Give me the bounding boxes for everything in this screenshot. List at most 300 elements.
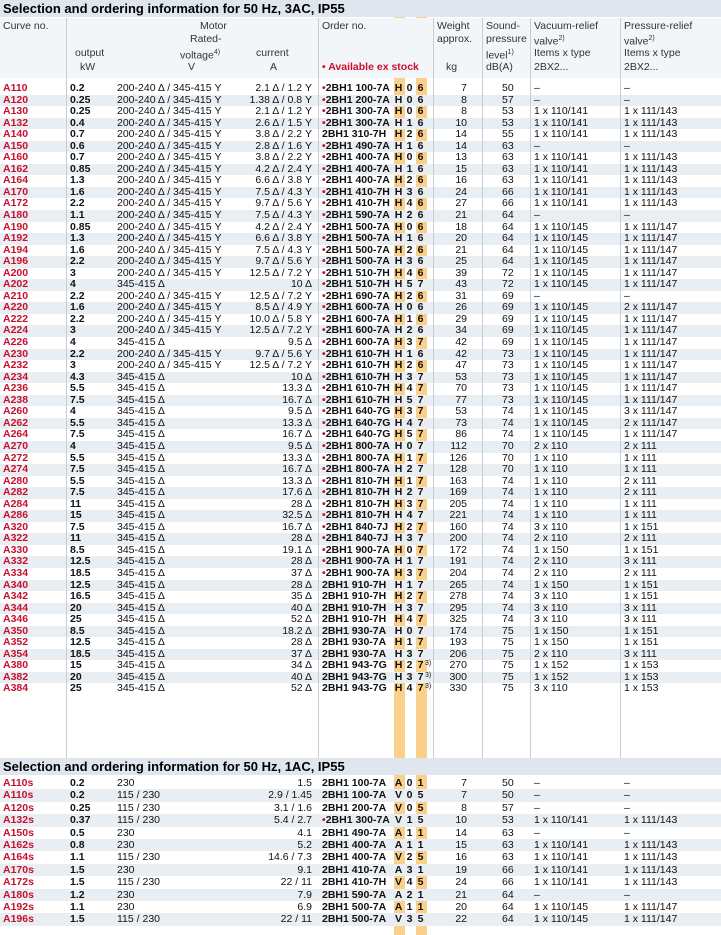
cell-wt: 13 [455,151,467,164]
cell-snd: 57 [502,93,514,106]
cell-c2: 4 [406,266,413,279]
cell-c2: 0 [406,93,413,106]
cell-c1: H [394,174,403,187]
cell-c1: H [394,624,403,637]
order-base: 2BH1 600-7A [325,324,390,337]
cell-cur: 2.9 / 1.45 [268,789,312,802]
cell-curve: A162s [3,838,34,851]
cell-wt: 221 [449,509,467,522]
cell-out: 0.4 [70,116,85,129]
cell-volt: 200-240 Δ / 345-415 Y [117,359,222,372]
cell-curve: A200 [3,266,29,279]
cell-out: 4 [70,439,76,452]
cell-curve: A234 [3,370,29,383]
col-vacuum-3: Items x type [534,47,591,59]
cell-c2: 3 [406,532,413,545]
cell-c1: H [394,162,403,175]
cell-curve: A180s [3,888,34,901]
divider [482,18,483,758]
order-base: 2BH1 943-7G [322,670,387,683]
cell-c2: 3 [406,497,413,510]
cell-wt: 29 [455,312,467,325]
order-base: 2BH1 610-7H [325,370,390,383]
cell-snd: 74 [502,566,514,579]
table-row [0,814,721,826]
cell-prs: 1 x 151 [624,578,659,591]
cell-curve: A110s [3,777,34,789]
order-base: 2BH1 200-7A [322,801,387,814]
stock-bullet: • [322,405,326,418]
cell-snd: 63 [502,174,514,187]
cell-c1: V [394,789,402,802]
cell-out: 0.25 [70,105,91,118]
cell-snd: 69 [502,312,514,325]
unit-dba: dB(A) [486,61,513,73]
cell-prs: – [624,289,630,302]
cell-curve: A202 [3,278,29,291]
cell-c1: H [394,486,403,499]
cell-prs: – [624,789,630,802]
cell-prs: 1 x 111/143 [624,814,678,827]
stock-bullet: • [322,393,326,406]
cell-curve: A342 [3,590,29,603]
cell-prs: 1 x 111/147 [624,243,678,256]
cell-volt: 200-240 Δ / 345-415 Y [117,162,222,175]
section-title-1ac: Selection and ordering information for 50 Hz, 1AC, IP55 [0,758,721,775]
cell-out: 12.5 [70,555,91,568]
cell-snd: 72 [502,266,514,279]
cell-prs: – [624,93,630,106]
cell-volt: 345-415 Δ [117,416,165,429]
cell-curve: A140 [3,128,29,141]
cell-snd: 75 [502,636,514,649]
cell-c1: H [394,590,403,603]
cell-vac: 1 x 110/145 [534,336,589,349]
cell-out: 1.6 [70,243,85,256]
cell-curve: A150s [3,826,34,839]
cell-snd: 66 [502,197,514,210]
order-number [322,814,390,826]
cell-wt: 14 [455,826,467,839]
cell-cur: 6.9 [297,900,312,913]
cell-c1: H [394,370,403,383]
order-base: 2BH1 400-7A [322,851,387,864]
cell-snd: 55 [502,128,514,141]
cell-curve: A164 [3,174,29,187]
cell-curve: A352 [3,636,29,649]
cell-c1: H [394,497,403,510]
cell-c1: H [394,347,403,360]
cell-curve: A344 [3,601,29,614]
cell-c2: 4 [406,876,413,889]
cell-curve: A332 [3,555,29,568]
cell-curve: A232 [3,359,29,372]
cell-vac: 3 x 110 [534,520,568,533]
cell-curve: A210 [3,289,29,302]
cell-snd: 75 [502,659,514,672]
cell-prs: 2 x 111 [624,486,657,499]
cell-c3: 6 [417,93,424,106]
cell-vac: – [534,82,540,94]
cell-c1: H [394,659,403,672]
cell-c3: 6 [417,324,424,337]
cell-c2: 1 [406,474,413,487]
cell-vac: 1 x 110/145 [534,428,589,441]
cell-c1: H [394,543,403,556]
cell-c3: 7 [417,451,424,464]
cell-c3: 6 [417,139,424,152]
order-base: 2BH1 510-7H [325,278,390,291]
col-weight-approx: approx. [437,33,473,45]
cell-wt: 7 [461,789,467,802]
cell-snd: 69 [502,289,514,302]
table-3ac [0,83,721,695]
cell-c3: 1 [417,838,424,851]
cell-vac: 1 x 152 [534,670,569,683]
cell-curve: A120s [3,801,34,814]
cell-c3: 7 [417,428,424,441]
cell-wt: 270 [449,659,467,672]
cell-cur: 28 Δ [290,497,312,510]
cell-wt: 325 [449,613,467,626]
cell-curve: A382 [3,670,29,683]
cell-out: 0.2 [70,789,85,802]
cell-snd: 63 [502,151,514,164]
cell-snd: 74 [502,405,514,418]
col-sound-2: pressure [486,33,527,45]
stock-bullet: • [322,255,326,268]
col-curve-no: Curve no. [3,20,49,32]
stock-bullet: • [322,555,326,568]
order-base: 2BH1 200-7A [325,93,390,106]
cell-volt: 200-240 Δ / 345-415 Y [117,312,222,325]
col-pressure-2: valve$^{2)}$ [624,35,655,48]
cell-volt: 345-415 Δ [117,566,165,579]
stock-bullet: • [322,474,326,487]
cell-cur: 12.5 Δ / 7.2 Y [249,359,312,372]
cell-wt: 24 [455,185,467,198]
cell-snd: 64 [502,243,514,256]
cell-volt: 230 [117,826,135,839]
cell-curve: A264 [3,428,29,441]
order-base: 2BH1 600-7A [325,301,390,314]
cell-c3: 6 [417,105,424,118]
order-base: 2BH1 943-7G [322,659,387,672]
order-base: 2BH1 100-7A [322,777,387,789]
cell-volt: 345-415 Δ [117,509,165,522]
cell-c1: A [394,888,403,901]
divider [433,18,434,758]
cell-wt: 16 [455,174,467,187]
cell-snd: 73 [502,382,514,395]
cell-c1: H [394,509,403,522]
cell-cur: 1.5 [297,777,312,789]
cell-c1: H [394,232,403,245]
cell-prs: 1 x 153 [624,659,659,672]
cell-vac: 1 x 110/145 [534,416,589,429]
cell-c2: 1 [406,814,413,827]
cell-cur: 28 Δ [290,578,312,591]
cell-prs: 1 x 111/143 [624,197,678,210]
cell-snd: 63 [502,838,514,851]
cell-wt: 300 [449,670,467,683]
cell-c2: 2 [406,128,413,141]
cell-vac: 1 x 110/145 [534,405,589,418]
cell-snd: 69 [502,301,514,314]
cell-out: 1.6 [70,185,85,198]
cell-vac: 1 x 150 [534,636,569,649]
cell-cur: 4.1 [297,826,312,839]
col-current: current [256,47,289,59]
cell-c3: 6 [417,209,424,222]
order-base: 2BH1 900-7A [325,543,390,556]
cell-prs: 1 x 111/147 [624,913,678,926]
cell-c1: H [394,105,403,118]
cell-cur: 52 Δ [290,682,312,695]
stock-bullet: • [322,370,326,383]
cell-c1: H [394,463,403,476]
cell-vac: 1 x 150 [534,543,569,556]
cell-prs: 1 x 111/143 [624,128,678,141]
cell-c3: 5 [417,913,424,926]
cell-c1: H [394,82,403,94]
cell-vac: 2 x 110 [534,439,568,452]
cell-snd: 74 [502,601,514,614]
cell-c1: H [394,151,403,164]
cell-curve: A236 [3,382,29,395]
cell-c3: 6 [417,128,424,141]
order-base: 2BH1 800-7A [325,439,390,452]
cell-volt: 230 [117,863,135,876]
cell-snd: 50 [502,82,514,94]
cell-wt: 27 [455,197,467,210]
cell-c2: 0 [406,777,413,789]
cell-out: 18.5 [70,566,91,579]
cell-c2: 1 [406,312,413,325]
cell-snd: 66 [502,876,514,889]
stock-bullet: • [322,359,326,372]
cell-snd: 73 [502,393,514,406]
cell-prs: 1 x 111/143 [624,838,678,851]
stock-bullet: • [322,814,326,827]
stock-bullet: • [322,416,326,429]
cell-wt: 7 [461,82,467,94]
cell-volt: 200-240 Δ / 345-415 Y [117,93,222,106]
cell-out: 0.25 [70,93,91,106]
cell-c1: H [394,647,403,660]
cell-c1: H [394,474,403,487]
cell-snd: 50 [502,789,514,802]
cell-c1: H [394,243,403,256]
stock-bullet: • [322,209,326,222]
order-number [322,876,386,888]
cell-c1: V [394,801,402,814]
cell-volt: 345-415 Δ [117,497,165,510]
cell-prs: 1 x 111/147 [624,266,678,279]
cell-c2: 1 [406,555,413,568]
cell-c2: 2 [406,359,413,372]
cell-c2: 0 [406,543,413,556]
cell-curve: A190 [3,220,29,233]
order-base: 2BH1 910-7H [322,601,387,614]
cell-cur: 10 Δ [290,370,312,383]
order-base: 2BH1 410-7H [325,185,390,198]
cell-c2: 3 [406,601,413,614]
cell-c2: 4 [406,197,413,210]
cell-vac: 1 x 110/145 [534,312,589,325]
cell-volt: 115 / 230 [117,789,161,802]
cell-c3: 7 [417,555,424,568]
col-order-no: Order no. [322,20,367,32]
cell-curve: A222 [3,312,29,325]
cell-vac: 1 x 110/145 [534,266,589,279]
table-row [0,802,721,814]
order-base: 2BH1 910-7H [322,613,387,626]
cell-curve: A164s [3,851,34,864]
cell-volt: 200-240 Δ / 345-415 Y [117,128,222,141]
cell-cur: 32.5 Δ [282,509,312,522]
order-base: 2BH1 610-7H [325,382,390,395]
cell-c1: H [394,301,403,314]
cell-curve: A354 [3,647,29,660]
cell-prs: 2 x 111 [624,439,657,452]
order-number [322,864,386,876]
cell-cur: 2.1 Δ / 1.2 Y [255,105,312,118]
order-base: 2BH1 100-7A [322,789,387,802]
col-sound-1: Sound- [486,20,520,32]
cell-c2: 1 [406,116,413,129]
cell-prs: 1 x 151 [624,636,659,649]
order-number [322,802,386,814]
order-base: 2BH1 900-7A [325,566,390,579]
cell-vac: 1 x 110 [534,451,568,464]
table-row [0,901,721,913]
cell-out: 0.2 [70,777,85,789]
order-base: 2BH1 800-7A [325,463,390,476]
cell-wt: 265 [449,578,467,591]
cell-wt: 19 [455,863,467,876]
cell-volt: 200-240 Δ / 345-415 Y [117,266,222,279]
cell-cur: 9.5 Δ [288,439,312,452]
cell-vac: – [534,289,540,302]
cell-c3: 5 [417,789,424,802]
cell-vac: 1 x 110/141 [534,863,589,876]
cell-wt: 53 [455,405,467,418]
order-base: 2BH1 910-7H [322,578,387,591]
cell-snd: 69 [502,324,514,337]
cell-out: 16.5 [70,590,91,603]
cell-wt: 8 [461,93,467,106]
cell-cur: 17.6 Δ [282,486,312,499]
cell-c2: 0 [406,301,413,314]
cell-curve: A194 [3,243,29,256]
cell-curve: A322 [3,532,29,545]
cell-vac: 1 x 110 [534,474,568,487]
cell-out: 0.7 [70,151,85,164]
order-base: 2BH1 300-7A [325,814,390,827]
cell-c1: H [394,197,403,210]
cell-c1: A [394,777,403,789]
cell-c1: H [394,220,403,233]
cell-c1: H [394,670,403,683]
cell-curve: A282 [3,486,29,499]
cell-c2: 4 [406,682,413,695]
cell-wt: 160 [449,520,467,533]
cell-vac: 1 x 110/145 [534,232,589,245]
cell-c3: 7 [417,624,424,637]
cell-out: 7.5 [70,463,85,476]
cell-curve: A238 [3,393,29,406]
cell-vac: 1 x 110/145 [534,220,589,233]
order-base: 2BH1 640-7G [325,405,391,418]
table-row [0,913,721,925]
order-base: 2BH1 930-7A [322,647,387,660]
cell-cur: 3.8 Δ / 2.2 Y [255,128,312,141]
cell-c3: 6 [417,151,424,164]
cell-volt: 200-240 Δ / 345-415 Y [117,301,222,314]
cell-vac: 1 x 110 [534,497,568,510]
cell-vac: – [534,888,540,901]
cell-volt: 200-240 Δ / 345-415 Y [117,255,222,268]
cell-wt: 15 [455,162,467,175]
cell-c2: 4 [406,613,413,626]
cell-wt: 330 [449,682,467,695]
cell-prs: 1 x 111/143 [624,162,678,175]
cell-snd: 64 [502,900,514,913]
cell-wt: 70 [455,382,467,395]
cell-snd: 72 [502,278,514,291]
cell-wt: 21 [455,243,467,256]
cell-c1: H [394,439,403,452]
order-base: 2BH1 400-7A [325,174,390,187]
cell-wt: 42 [455,336,467,349]
cell-c2: 1 [406,162,413,175]
cell-c3: 7 [417,509,424,522]
cell-cur: 9.1 [297,863,312,876]
cell-volt: 345-415 Δ [117,590,165,603]
cell-c3: 7 [417,439,424,452]
order-base: 2BH1 600-7A [325,312,390,325]
cell-prs: 1 x 111/143 [624,174,678,187]
cell-c2: 0 [406,624,413,637]
cell-curve: A160 [3,151,29,164]
cell-curve: A170s [3,863,34,876]
table-row [0,789,721,801]
cell-curve: A262 [3,416,29,429]
cell-snd: 64 [502,232,514,245]
cell-out: 0.7 [70,128,85,141]
cell-c3: 5 [417,876,424,889]
cell-c2: 4 [406,382,413,395]
cell-c3: 1 [417,777,424,789]
cell-c1: H [394,682,403,695]
cell-volt: 345-415 Δ [117,682,165,695]
cell-volt: 230 [117,838,135,851]
col-pressure-4: 2BX2... [624,61,659,73]
cell-c3: 7 [417,382,424,395]
cell-vac: 2 x 110 [534,647,568,660]
cell-snd: 74 [502,486,514,499]
cell-cur: 4.2 Δ / 2.4 Y [255,162,312,175]
cell-out: 1.2 [70,888,85,901]
unit-kw: kW [80,61,96,73]
cell-c1: H [394,382,403,395]
cell-sup: 3) [425,671,432,679]
cell-out: 3 [70,266,76,279]
cell-wt: 278 [449,590,467,603]
cell-cur: 12.5 Δ / 7.2 Y [249,266,312,279]
order-base: 2BH1 500-7A [325,232,390,245]
